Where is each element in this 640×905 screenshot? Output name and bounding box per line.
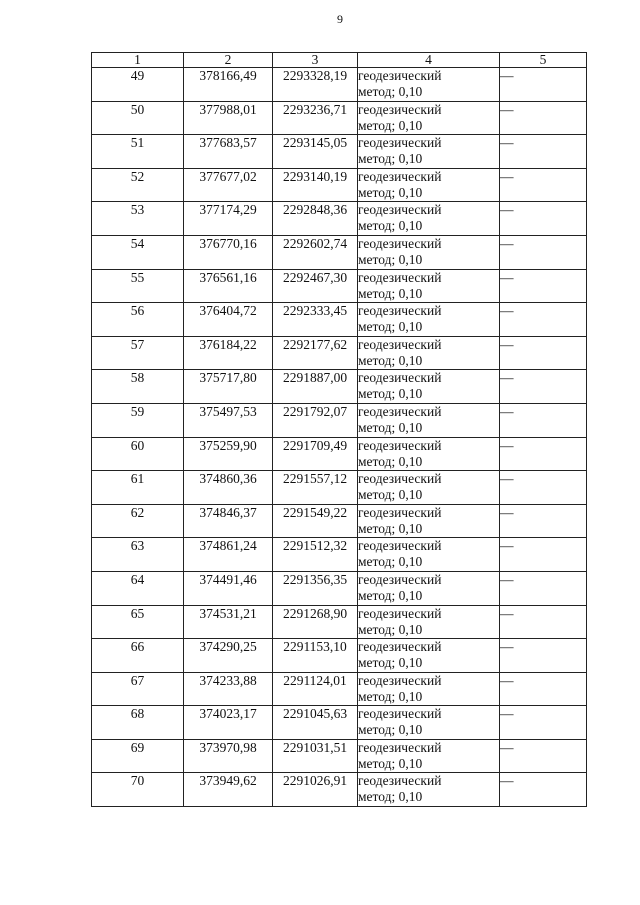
y-coordinate-cell: 2291709,49 — [273, 437, 358, 471]
method-accuracy-cell — [358, 202, 500, 236]
x-coordinate-cell: 373970,98 — [184, 739, 273, 773]
y-coordinate-cell: 2291045,63 — [273, 706, 358, 740]
description-cell: — — [500, 773, 587, 807]
method-line-1: геодезический — [358, 672, 442, 688]
table-row — [92, 269, 587, 303]
y-coordinate-cell: 2291356,35 — [273, 571, 358, 605]
point-number-cell: 56 — [92, 303, 184, 337]
method-line-1: геодезический — [358, 773, 442, 789]
method-accuracy-cell — [358, 303, 500, 337]
y-coordinate-cell: 2291124,01 — [273, 672, 358, 706]
table-row — [92, 639, 587, 673]
point-number-cell: 54 — [92, 235, 184, 269]
y-coordinate-cell: 2292467,30 — [273, 269, 358, 303]
table-row — [92, 101, 587, 135]
y-coordinate-cell: 2291031,51 — [273, 739, 358, 773]
x-coordinate-cell: 373949,62 — [184, 773, 273, 807]
method-accuracy-cell — [358, 68, 500, 102]
method-line-2: метод; 0,10 — [358, 554, 423, 570]
table-row — [92, 336, 587, 370]
method-line-2: метод; 0,10 — [358, 621, 423, 637]
method-line-2: метод; 0,10 — [358, 386, 423, 402]
table-row — [92, 168, 587, 202]
method-accuracy-cell — [358, 235, 500, 269]
x-coordinate-cell: 376561,16 — [184, 269, 273, 303]
y-coordinate-cell: 2291268,90 — [273, 605, 358, 639]
point-number-cell: 49 — [92, 68, 184, 102]
method-accuracy-cell — [358, 135, 500, 169]
y-coordinate-cell: 2291026,91 — [273, 773, 358, 807]
description-cell: — — [500, 403, 587, 437]
method-line-1: геодезический — [358, 135, 442, 151]
method-accuracy-cell — [358, 773, 500, 807]
description-cell: — — [500, 135, 587, 169]
method-line-2: метод; 0,10 — [358, 251, 423, 267]
method-line-2: метод; 0,10 — [358, 285, 423, 301]
header-col-2: 2 — [184, 53, 273, 68]
method-accuracy-cell — [358, 101, 500, 135]
table-row — [92, 370, 587, 404]
header-col-3: 3 — [273, 53, 358, 68]
point-number-cell: 53 — [92, 202, 184, 236]
point-number-cell: 62 — [92, 504, 184, 538]
method-accuracy-cell — [358, 269, 500, 303]
method-accuracy-cell — [358, 336, 500, 370]
point-number-cell: 66 — [92, 639, 184, 673]
method-line-2: метод; 0,10 — [358, 352, 423, 368]
method-accuracy-cell — [358, 168, 500, 202]
table-row — [92, 235, 587, 269]
method-line-2: метод; 0,10 — [358, 688, 423, 704]
description-cell: — — [500, 303, 587, 337]
method-line-2: метод; 0,10 — [358, 755, 423, 771]
point-number-cell: 68 — [92, 706, 184, 740]
table-row — [92, 471, 587, 505]
point-number-cell: 61 — [92, 471, 184, 505]
table-row — [92, 605, 587, 639]
x-coordinate-cell: 375259,90 — [184, 437, 273, 471]
method-line-2: метод; 0,10 — [358, 520, 423, 536]
method-line-1: геодезический — [358, 605, 442, 621]
y-coordinate-cell: 2291887,00 — [273, 370, 358, 404]
method-line-1: геодезический — [358, 336, 442, 352]
method-line-1: геодезический — [358, 168, 442, 184]
y-coordinate-cell: 2291549,22 — [273, 504, 358, 538]
table-row — [92, 135, 587, 169]
x-coordinate-cell: 374846,37 — [184, 504, 273, 538]
point-number-cell: 70 — [92, 773, 184, 807]
method-line-2: метод; 0,10 — [358, 655, 423, 671]
method-line-1: геодезический — [358, 739, 442, 755]
page-number: 9 — [337, 12, 343, 26]
method-accuracy-cell — [358, 639, 500, 673]
table-row — [92, 773, 587, 807]
method-line-1: геодезический — [358, 370, 442, 386]
method-accuracy-cell — [358, 672, 500, 706]
description-cell: — — [500, 168, 587, 202]
y-coordinate-cell: 2293145,05 — [273, 135, 358, 169]
x-coordinate-cell: 374531,21 — [184, 605, 273, 639]
y-coordinate-cell: 2291512,32 — [273, 538, 358, 572]
table-row — [92, 571, 587, 605]
point-number-cell: 58 — [92, 370, 184, 404]
point-number-cell: 52 — [92, 168, 184, 202]
method-line-1: геодезический — [358, 303, 442, 319]
method-line-1: геодезический — [358, 68, 442, 83]
description-cell: — — [500, 672, 587, 706]
table-row — [92, 68, 587, 102]
method-line-1: геодезический — [358, 101, 442, 117]
method-line-1: геодезический — [358, 235, 442, 251]
coordinates-table — [91, 52, 587, 807]
description-cell: — — [500, 538, 587, 572]
description-cell: — — [500, 370, 587, 404]
method-accuracy-cell — [358, 605, 500, 639]
x-coordinate-cell: 377677,02 — [184, 168, 273, 202]
description-cell: — — [500, 235, 587, 269]
method-line-1: геодезический — [358, 437, 442, 453]
method-accuracy-cell — [358, 706, 500, 740]
method-line-1: геодезический — [358, 639, 442, 655]
method-accuracy-cell — [358, 370, 500, 404]
y-coordinate-cell: 2292333,45 — [273, 303, 358, 337]
description-cell: — — [500, 504, 587, 538]
x-coordinate-cell: 376184,22 — [184, 336, 273, 370]
point-number-cell: 57 — [92, 336, 184, 370]
method-accuracy-cell — [358, 471, 500, 505]
method-line-1: геодезический — [358, 403, 442, 419]
method-line-1: геодезический — [358, 706, 442, 722]
y-coordinate-cell: 2291153,10 — [273, 639, 358, 673]
x-coordinate-cell: 378166,49 — [184, 68, 273, 102]
method-line-2: метод; 0,10 — [358, 722, 423, 738]
method-line-1: геодезический — [358, 471, 442, 487]
method-accuracy-cell — [358, 437, 500, 471]
method-line-1: геодезический — [358, 202, 442, 218]
x-coordinate-cell: 375497,53 — [184, 403, 273, 437]
description-cell: — — [500, 437, 587, 471]
table-row — [92, 403, 587, 437]
table-row — [92, 504, 587, 538]
point-number-cell: 51 — [92, 135, 184, 169]
method-line-2: метод; 0,10 — [358, 319, 423, 335]
method-accuracy-cell — [358, 403, 500, 437]
point-number-cell: 67 — [92, 672, 184, 706]
description-cell: — — [500, 571, 587, 605]
description-cell: — — [500, 706, 587, 740]
method-accuracy-cell — [358, 538, 500, 572]
x-coordinate-cell: 374860,36 — [184, 471, 273, 505]
y-coordinate-cell: 2292602,74 — [273, 235, 358, 269]
x-coordinate-cell: 376404,72 — [184, 303, 273, 337]
x-coordinate-cell: 376770,16 — [184, 235, 273, 269]
y-coordinate-cell: 2293140,19 — [273, 168, 358, 202]
y-coordinate-cell: 2292177,62 — [273, 336, 358, 370]
y-coordinate-cell: 2293236,71 — [273, 101, 358, 135]
method-line-1: геодезический — [358, 571, 442, 587]
table-row — [92, 706, 587, 740]
header-col-4: 4 — [358, 53, 500, 68]
description-cell: — — [500, 739, 587, 773]
point-number-cell: 59 — [92, 403, 184, 437]
point-number-cell: 69 — [92, 739, 184, 773]
x-coordinate-cell: 375717,80 — [184, 370, 273, 404]
method-line-2: метод; 0,10 — [358, 789, 423, 805]
description-cell: — — [500, 269, 587, 303]
method-accuracy-cell — [358, 504, 500, 538]
method-accuracy-cell — [358, 739, 500, 773]
description-cell: — — [500, 605, 587, 639]
table-header-row — [92, 53, 587, 68]
y-coordinate-cell: 2291792,07 — [273, 403, 358, 437]
table-row — [92, 303, 587, 337]
table-row — [92, 538, 587, 572]
x-coordinate-cell: 374233,88 — [184, 672, 273, 706]
point-number-cell: 60 — [92, 437, 184, 471]
x-coordinate-cell: 377174,29 — [184, 202, 273, 236]
description-cell: — — [500, 336, 587, 370]
method-line-2: метод; 0,10 — [358, 487, 423, 503]
method-line-2: метод; 0,10 — [358, 419, 423, 435]
method-line-1: геодезический — [358, 538, 442, 554]
description-cell: — — [500, 202, 587, 236]
table-row — [92, 202, 587, 236]
description-cell: — — [500, 639, 587, 673]
y-coordinate-cell: 2293328,19 — [273, 68, 358, 102]
description-cell: — — [500, 68, 587, 102]
y-coordinate-cell: 2292848,36 — [273, 202, 358, 236]
header-col-5: 5 — [500, 53, 587, 68]
point-number-cell: 63 — [92, 538, 184, 572]
point-number-cell: 50 — [92, 101, 184, 135]
table-row — [92, 739, 587, 773]
method-line-1: геодезический — [358, 504, 442, 520]
table-row — [92, 672, 587, 706]
method-line-2: метод; 0,10 — [358, 84, 423, 99]
x-coordinate-cell: 374290,25 — [184, 639, 273, 673]
method-line-2: метод; 0,10 — [358, 587, 423, 603]
y-coordinate-cell: 2291557,12 — [273, 471, 358, 505]
description-cell: — — [500, 471, 587, 505]
x-coordinate-cell: 377683,57 — [184, 135, 273, 169]
table-body — [92, 68, 587, 807]
point-number-cell: 64 — [92, 571, 184, 605]
x-coordinate-cell: 374491,46 — [184, 571, 273, 605]
x-coordinate-cell: 374861,24 — [184, 538, 273, 572]
method-line-2: метод; 0,10 — [358, 453, 423, 469]
method-line-1: геодезический — [358, 269, 442, 285]
method-line-2: метод; 0,10 — [358, 218, 423, 234]
method-line-2: метод; 0,10 — [358, 151, 423, 167]
method-line-2: метод; 0,10 — [358, 117, 423, 133]
header-col-1: 1 — [92, 53, 184, 68]
point-number-cell: 65 — [92, 605, 184, 639]
method-accuracy-cell — [358, 571, 500, 605]
point-number-cell: 55 — [92, 269, 184, 303]
table-row — [92, 437, 587, 471]
x-coordinate-cell: 377988,01 — [184, 101, 273, 135]
description-cell: — — [500, 101, 587, 135]
x-coordinate-cell: 374023,17 — [184, 706, 273, 740]
method-line-2: метод; 0,10 — [358, 184, 423, 200]
